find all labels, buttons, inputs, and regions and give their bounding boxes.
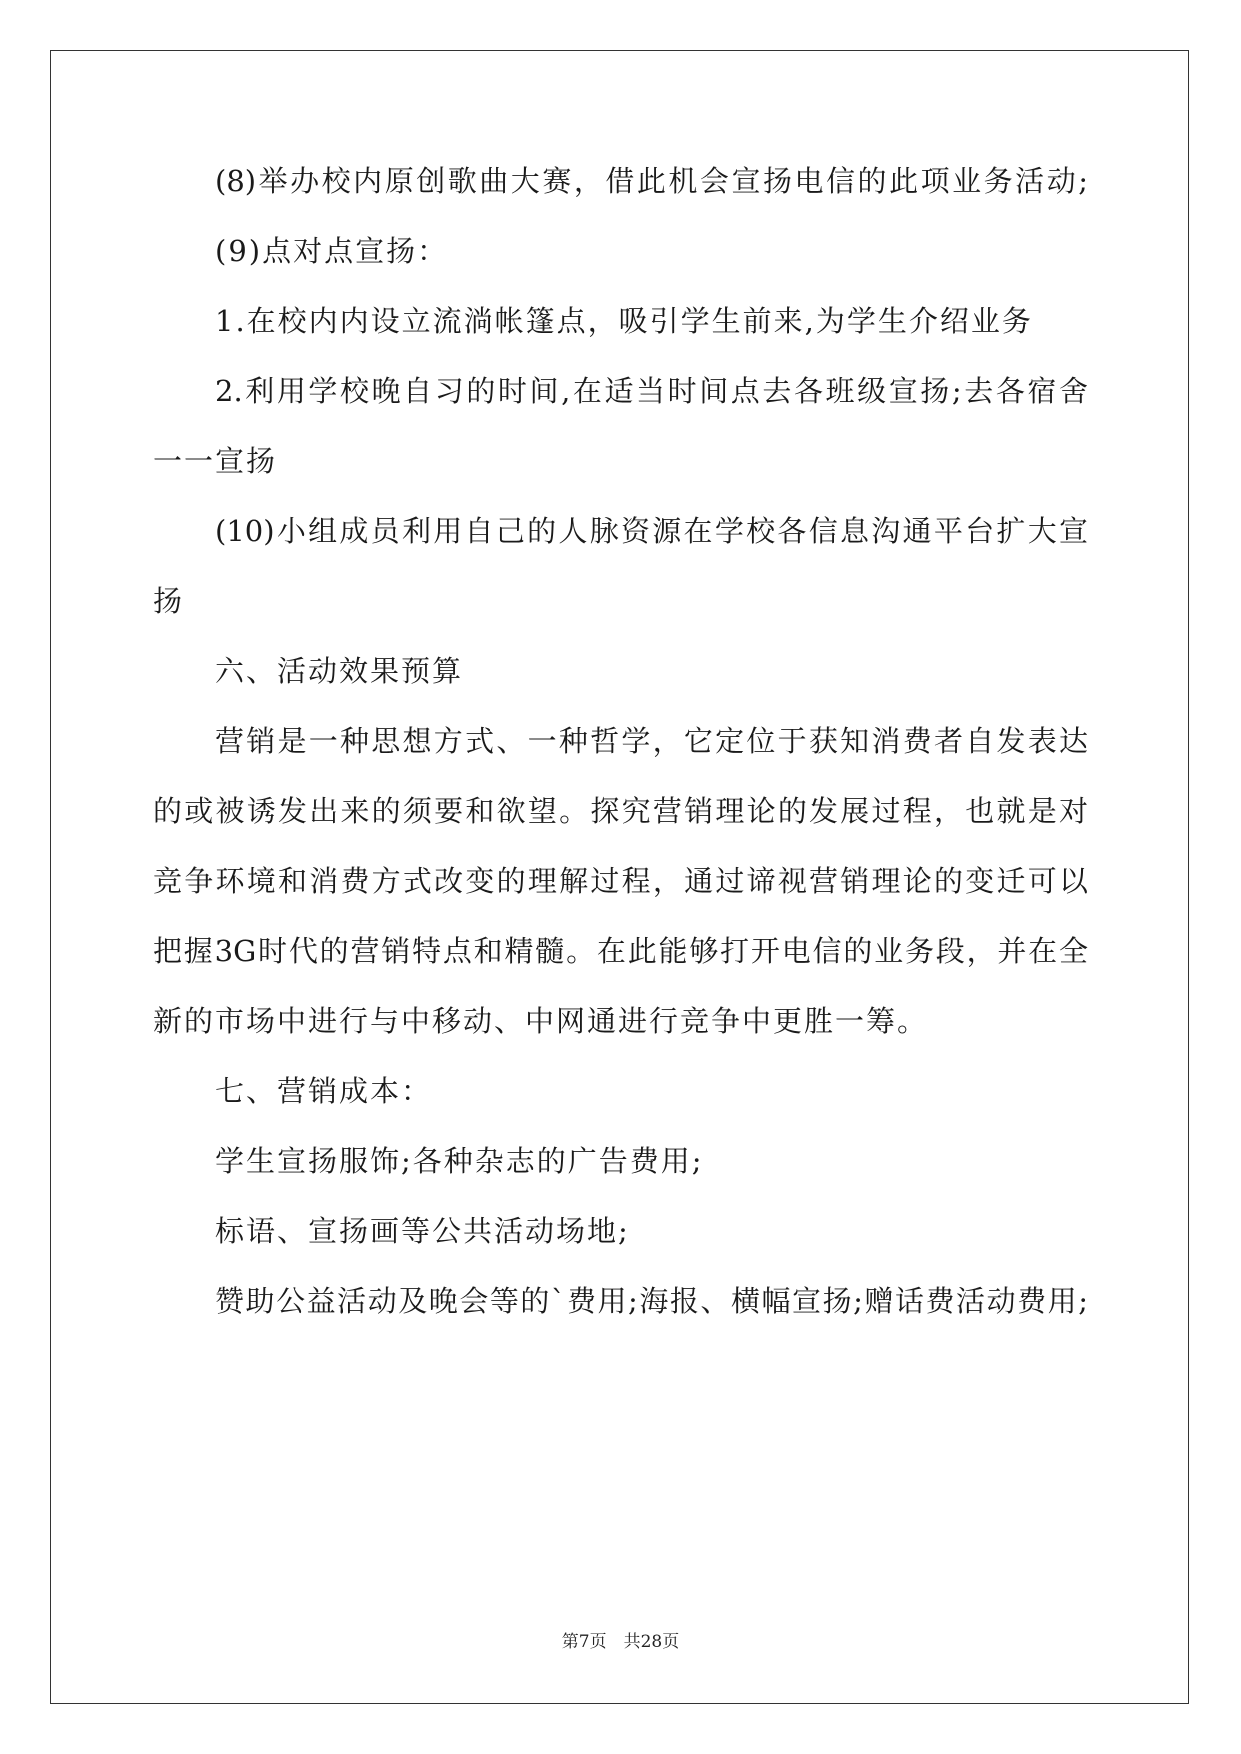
page-number: 第7页 共28页 bbox=[561, 1632, 680, 1652]
paragraph-line: (10)小组成员利用自己的人脉资源在学校各信息沟通平台扩大宣 bbox=[215, 514, 1088, 548]
paragraph-line: 竞争环境和消费方式改变的理解过程，通过谛视营销理论的变迁可以 bbox=[153, 864, 1088, 898]
paragraph-line: (9)点对点宣扬： bbox=[215, 234, 449, 268]
paragraph-line: 标语、宣扬画等公共活动场地; bbox=[215, 1214, 630, 1248]
section-heading: 七、营销成本： bbox=[215, 1074, 433, 1108]
paragraph-line: 1.在校内内设立流淌帐篷点，吸引学生前来,为学生介绍业务 bbox=[215, 304, 1033, 338]
paragraph-line: 的或被诱发出来的须要和欲望。探究营销理论的发展过程，也就是对 bbox=[153, 794, 1088, 828]
paragraph-line: 新的市场中进行与中移动、中网通进行竞争中更胜一筹。 bbox=[153, 1004, 929, 1038]
paragraph-line: 把握3G时代的营销特点和精髓。在此能够打开电信的业务段，并在全 bbox=[153, 934, 1088, 968]
paragraph-line: 营销是一种思想方式、一种哲学，它定位于获知消费者自发表达 bbox=[215, 724, 1088, 758]
paragraph-line: 赞助公益活动及晚会等的`费用;海报、横幅宣扬;赠话费活动费用; bbox=[215, 1284, 1088, 1318]
section-heading: 六、活动效果预算 bbox=[215, 654, 464, 688]
paragraph-line: 学生宣扬服饰;各种杂志的广告费用; bbox=[215, 1144, 704, 1178]
paragraph-line: 扬 bbox=[153, 584, 185, 618]
paragraph-line: 一一宣扬 bbox=[153, 444, 278, 478]
paragraph-line: (8)举办校内原创歌曲大赛，借此机会宣扬电信的此项业务活动; bbox=[215, 164, 1088, 198]
paragraph-line: 2.利用学校晚自习的时间,在适当时间点去各班级宣扬;去各宿舍 bbox=[215, 374, 1088, 408]
